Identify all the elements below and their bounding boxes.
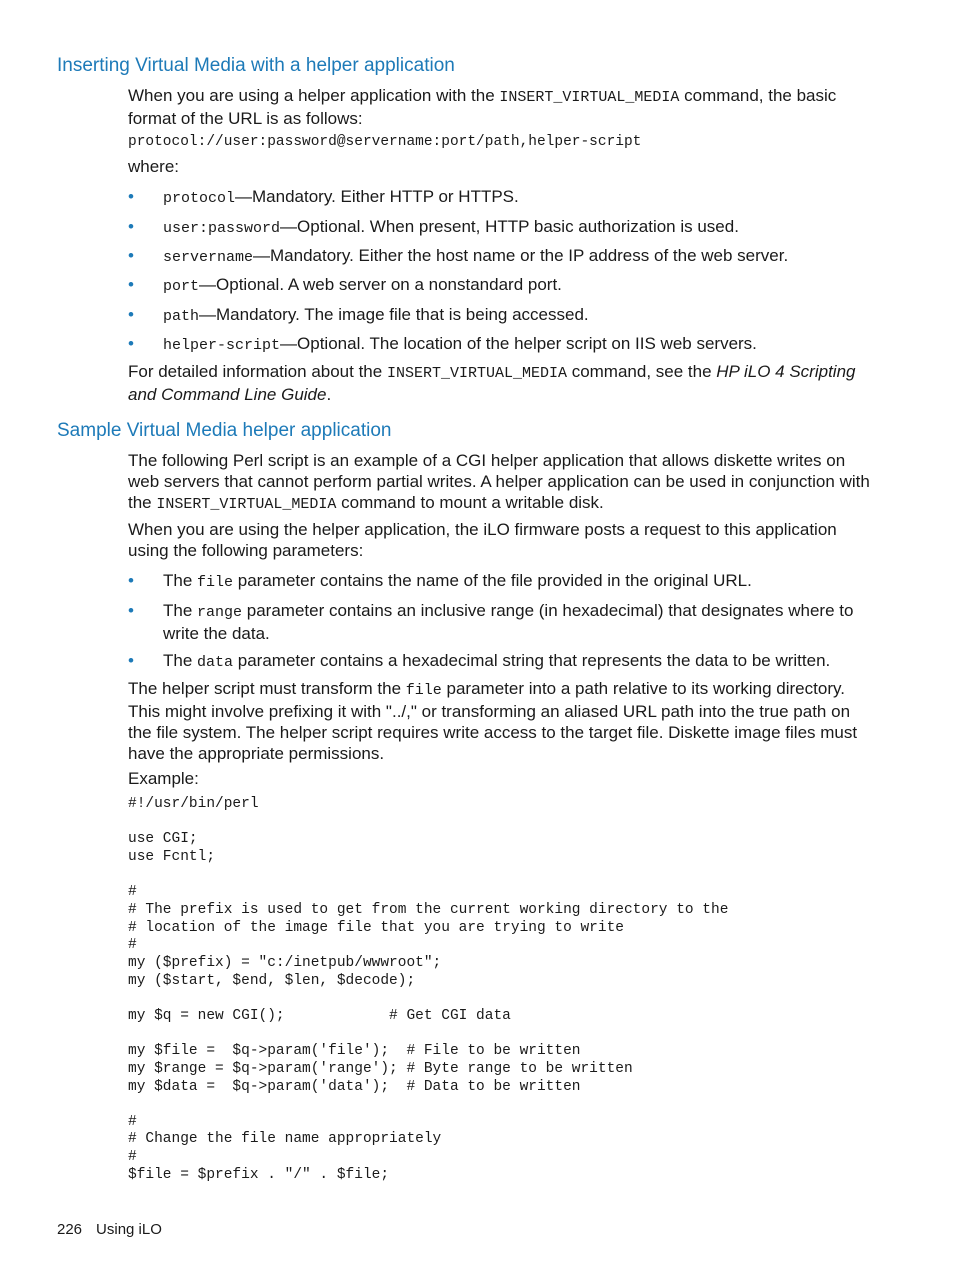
intro-code: INSERT_VIRTUAL_MEDIA bbox=[499, 89, 680, 106]
param-desc: —Optional. The location of the helper script on IIS web servers. bbox=[280, 334, 757, 353]
footer-section: Using iLO bbox=[96, 1221, 162, 1238]
intro-text-a: When you are using a helper application with the bbox=[128, 86, 500, 105]
bullet-icon: • bbox=[128, 305, 134, 324]
param-code: path bbox=[163, 308, 200, 325]
item-pre: The bbox=[163, 601, 198, 620]
param-desc: —Mandatory. The image file that is being accessed. bbox=[199, 305, 589, 324]
detail-text-c: . bbox=[326, 385, 332, 404]
bullet-icon: • bbox=[128, 651, 134, 670]
param-code: user:password bbox=[163, 220, 281, 237]
bullet-icon: • bbox=[128, 334, 134, 353]
param-desc: —Optional. A web server on a nonstandard port. bbox=[199, 275, 562, 294]
url-format-code: protocol://user:password@servername:port/path,helper-script bbox=[128, 134, 642, 150]
bullet-icon: • bbox=[128, 187, 134, 206]
intro-paragraph bbox=[128, 85, 870, 129]
p3-text-a: The helper script must transform the bbox=[128, 679, 406, 698]
item-pre: The bbox=[163, 651, 198, 670]
sample-paragraph-2: When you are using the helper application, the iLO firmware posts a request to this application using the following parameters: bbox=[128, 520, 837, 560]
param-code: range bbox=[197, 604, 243, 621]
p1-code: INSERT_VIRTUAL_MEDIA bbox=[156, 496, 337, 513]
page-number: 226 bbox=[57, 1221, 83, 1238]
bullet-icon: • bbox=[128, 601, 134, 620]
param-desc: parameter contains a hexadecimal string that represents the data to be written. bbox=[233, 651, 831, 670]
detail-code: INSERT_VIRTUAL_MEDIA bbox=[386, 365, 567, 382]
guide-title: HP iLO 4 Scripting and Command Line Guide bbox=[128, 362, 856, 404]
where-label: where: bbox=[128, 157, 180, 176]
param-desc: parameter contains an inclusive range (in hexadecimal) that designates where to write the data. bbox=[163, 601, 854, 643]
perl-code-block: #!/usr/bin/perl use CGI; use Fcntl; # # The prefix is used to get from the current working directory to the # location of the image file that you are trying to write # my ($prefix) = "c:/inetpub/wwwroot"; my ($start, $end, $len, $decode); my $q = new CGI(); # Get CGI data my $file = $q->param('file'); # File to be written my $range = $q->param('range'); # Byte range to be written my $data = $q->param('data'); # Data to be written # # Change the file name appropriately # $file = $prefix . "/" . $file; bbox=[128, 796, 729, 1183]
p3-text-b: parameter into a path relative to its working directory. This might involve prefixing it with "../," or transforming an aliased URL path into the true path on the file system. The helper script requires write access to the target file. Diskette image files must have the appropriate permissions. bbox=[128, 679, 858, 763]
param-code: servername bbox=[163, 249, 254, 266]
param-code: port bbox=[163, 278, 200, 295]
detail-text-a: For detailed information about the bbox=[128, 362, 387, 381]
detail-text-b: command, see the bbox=[566, 362, 717, 381]
section-heading-sample-helper: Sample Virtual Media helper application bbox=[57, 420, 392, 441]
bullet-icon: • bbox=[128, 246, 134, 265]
param-desc: —Mandatory. Either HTTP or HTTPS. bbox=[235, 187, 519, 206]
param-code: helper-script bbox=[163, 337, 281, 354]
param-code: data bbox=[197, 654, 234, 671]
param-desc: —Mandatory. Either the host name or the IP address of the web server. bbox=[253, 246, 789, 265]
item-pre: The bbox=[163, 571, 198, 590]
bullet-icon: • bbox=[128, 571, 134, 590]
bullet-icon: • bbox=[128, 217, 134, 236]
bullet-icon: • bbox=[128, 275, 134, 294]
example-label: Example: bbox=[128, 769, 199, 788]
p1-text-b: command to mount a writable disk. bbox=[336, 493, 604, 512]
page-footer bbox=[57, 1221, 162, 1238]
p1-text-a: The following Perl script is an example of a CGI helper application that allows diskette writes on web servers that cannot perform partial writes. A helper application can be used in conjunction with the bbox=[128, 451, 870, 512]
param-code: protocol bbox=[163, 190, 236, 207]
intro-text-b: command, the basic format of the URL is as follows: bbox=[128, 86, 837, 128]
sample-paragraph-1 bbox=[128, 450, 870, 515]
param-desc: parameter contains the name of the file provided in the original URL. bbox=[233, 571, 752, 590]
sample-paragraph-3 bbox=[128, 678, 870, 764]
param-desc: —Optional. When present, HTTP basic authorization is used. bbox=[280, 217, 739, 236]
section-heading-inserting-virtual-media: Inserting Virtual Media with a helper application bbox=[57, 55, 455, 76]
detail-paragraph bbox=[128, 361, 870, 405]
p3-code: file bbox=[405, 682, 442, 699]
param-code: file bbox=[197, 574, 234, 591]
